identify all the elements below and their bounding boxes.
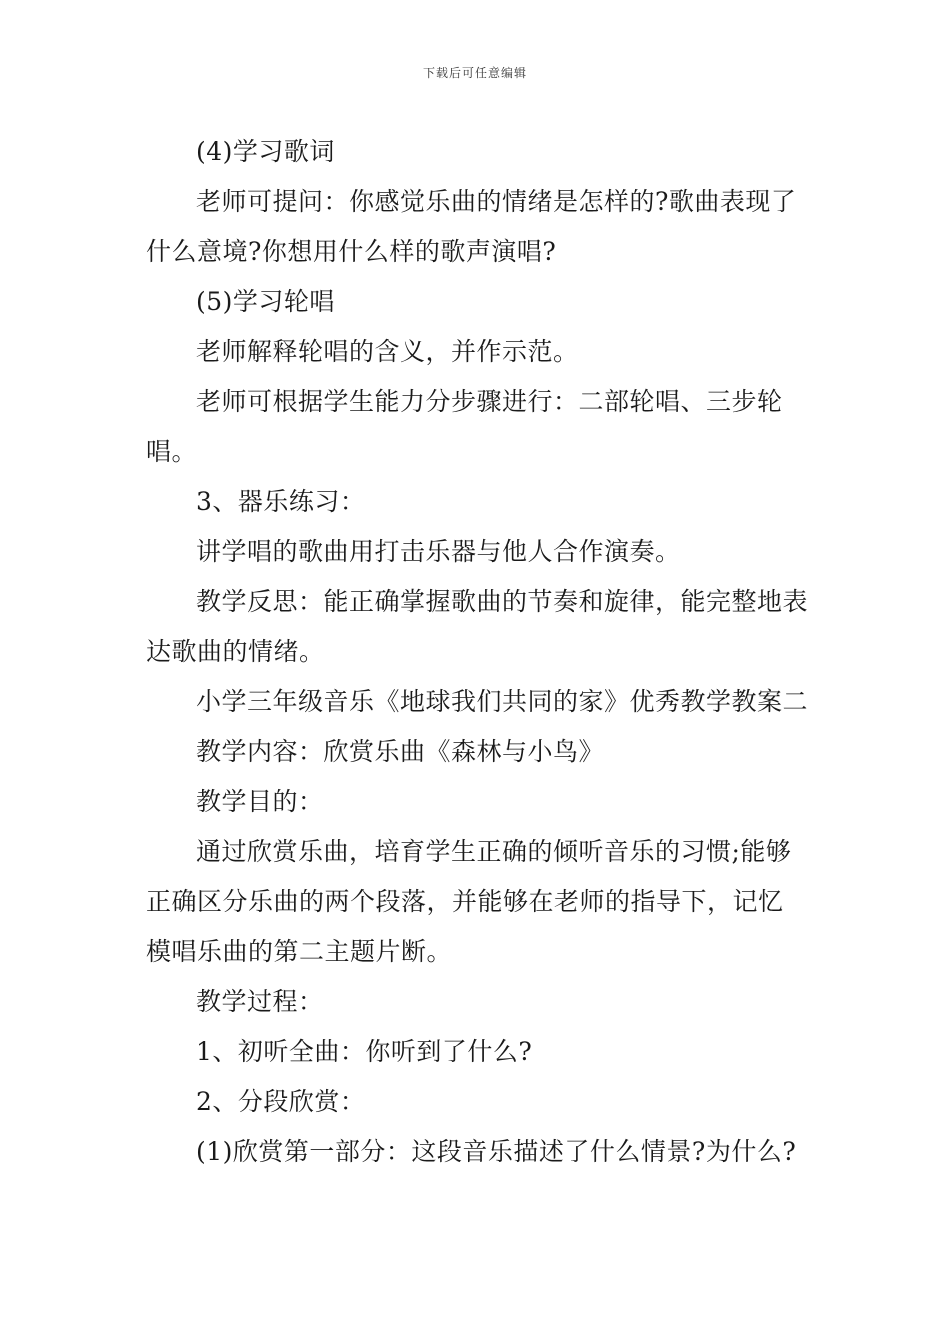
paragraph: 教学目的： xyxy=(196,787,324,816)
paragraph: 3、器乐练习： xyxy=(196,487,366,516)
paragraph: 老师可根据学生能力分步骤进行：二部轮唱、三步轮唱。 xyxy=(146,387,783,466)
page-header: 下载后可任意编辑 xyxy=(422,66,527,80)
paragraph: 通过欣赏乐曲，培育学生正确的倾听音乐的习惯;能够正确区分乐曲的两个段落，并能够在老师的指导下，记忆模唱乐曲的第二主题片断。 xyxy=(146,837,792,966)
paragraph: 教学内容：欣赏乐曲《森林与小鸟》 xyxy=(196,737,605,766)
paragraph: 老师可提问：你感觉乐曲的情绪是怎样的?歌曲表现了什么意境?你想用什么样的歌声演唱? xyxy=(146,187,797,266)
paragraph: 讲学唱的歌曲用打击乐器与他人合作演奏。 xyxy=(196,537,681,566)
paragraph: 教学反思：能正确掌握歌曲的节奏和旋律，能完整地表达歌曲的情绪。 xyxy=(146,587,809,666)
paragraph: 2、分段欣赏： xyxy=(196,1087,366,1116)
section-title: 小学三年级音乐《地球我们共同的家》优秀教学教案二 xyxy=(196,687,809,716)
paragraph: 教学过程： xyxy=(196,987,324,1016)
paragraph: 1、初听全曲：你听到了什么? xyxy=(196,1037,533,1066)
paragraph: (1)欣赏第一部分：这段音乐描述了什么情景?为什么? xyxy=(196,1137,797,1166)
document-body xyxy=(146,127,808,1177)
paragraph: 老师解释轮唱的含义，并作示范。 xyxy=(196,337,579,366)
paragraph: (4)学习歌词 xyxy=(196,137,335,166)
paragraph: (5)学习轮唱 xyxy=(196,287,335,316)
